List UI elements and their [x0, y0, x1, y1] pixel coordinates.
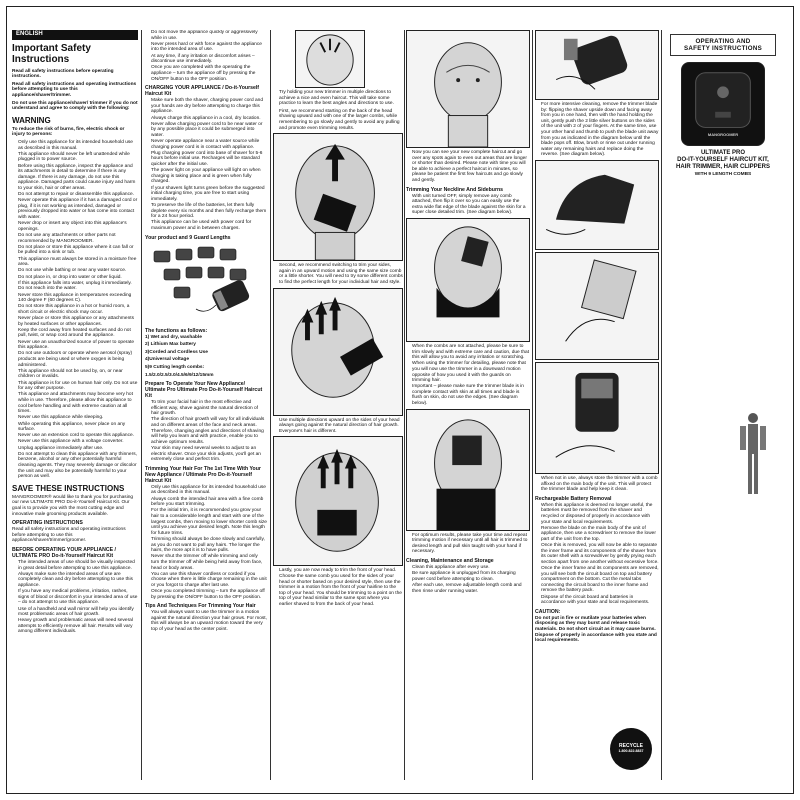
- list-item: • Clean this appliance after every use.: [412, 565, 530, 571]
- recycle-label: RECYCLE: [619, 743, 643, 749]
- finished-haircut-image: [406, 30, 530, 148]
- blade-removal-image: [535, 160, 659, 250]
- first-trim-list: [145, 485, 267, 600]
- list-item: • Once the inner frame and its components are removed, you will see both the circuit board on top and battery compartment on the bottom. Cut the metal tabs connecting the circuit board to the inner frame and remove the battery pack.: [541, 566, 659, 594]
- comb-guards-icon: [145, 243, 267, 325]
- list-item: • Remove the blade on the main body of the unit of appliance, then use a screwdriver to remove the lower part of the unit from the top.: [541, 526, 659, 543]
- list-item: • Only use this appliance for its intended household use as described in this manual.: [18, 140, 138, 151]
- column-divider: [404, 30, 405, 780]
- cover-title-line: OPERATING AND: [695, 38, 751, 45]
- functions-heading: The functions as follows:: [145, 327, 208, 334]
- battery-list: [535, 503, 659, 606]
- head-top-view-icon: [296, 31, 364, 87]
- list-item: • Never operate this appliance if it has a damaged cord or plug, if it is not working as intended, damaged or previously dropped into water or has come into contact with water.: [18, 198, 138, 220]
- list-item: • This appliance and attachments may become very hot while in use. Therefore, please allow this appliance to cool before handling and with extreme caution at all times.: [18, 392, 138, 414]
- before-list: [12, 560, 138, 635]
- storage-list: [535, 476, 659, 493]
- list-item: • Never use an extension cord to operate this appliance.: [18, 433, 138, 439]
- step-list: [273, 568, 403, 607]
- list-item: • Make sure both the shaver, charging power cord and your hands are dry before attempting to charge this appliance.: [151, 98, 267, 115]
- list-item: • First, we recommend starting on the back of the head shaving upward and with one of the larger combs, while remembering to go slowly and gently to avoid any pulling and promote even trimming results.: [279, 109, 403, 131]
- cover-title-line: SAFETY INSTRUCTIONS: [683, 45, 763, 53]
- blade-removal-icon: [536, 161, 658, 249]
- product-heading: Your product and 9 Guard Lengths: [145, 234, 231, 241]
- operating-heading: OPERATING INSTRUCTIONS: [12, 520, 83, 527]
- function-item: 2) Lithium Max battery: [145, 342, 196, 348]
- list-item: • Only use this appliance for its intended household use as described in this manual.: [151, 485, 267, 496]
- prepare-list: [145, 400, 267, 463]
- product-image: [681, 62, 765, 146]
- step-list: [273, 109, 403, 131]
- list-item: • Do not store this appliance in a hot or humid room, a short circuit or electric shock may occur.: [18, 304, 138, 315]
- human-figure-icon: [736, 410, 770, 500]
- back-of-head-image: [273, 133, 403, 261]
- list-item: • To trim your facial hair in the most effective and efficient way, shave against the natural direction of hair growth.: [151, 400, 267, 417]
- list-item: • With unit turned OFF, simply remove any comb attached, then flip it over so you can easily use the extra wide flat edge of the blade against the skin for a super close detailed trim. (See diagram below).: [412, 194, 530, 216]
- list-item: • Keep the cord away from heated surfaces and do not pull, twist, or wrap cord around the appliance.: [18, 328, 138, 339]
- list-item: • This appliance should never be left unattended while plugged in to power source.: [18, 152, 138, 163]
- list-item: • Never use this appliance while sleeping.: [18, 415, 138, 421]
- list-item: • This appliance should not be used by, on, or near children or invalids.: [18, 369, 138, 380]
- brand-label: MANGROOMER: [707, 131, 739, 137]
- caution-text: Do not put in fire or mutilate your batteries when disposing as they may burst and release toxic materials. Do not short circuit as it may cause burns. Dispose of properly in accordance with you state and local requirements.: [535, 615, 657, 644]
- list-item: • Do not use any attachments or other parts not recommended by MANGROOMER.: [18, 233, 138, 244]
- list-item: • Never place or store this appliance or any attachments by heated surfaces or other appliances.: [18, 316, 138, 327]
- list-item: • Lastly, you are now ready to trim the front of your head. Choose the same comb you used for the sides of your head or shorter based on your desired style, then use the trimmer in a motion from the front of your hairline to the top of your head. You should be trimming to a point on the top of your head similar to the same spot where you earlier shaved to from the back of your head.: [279, 568, 403, 607]
- column-divider: [270, 30, 271, 780]
- blade-storage-icon: [536, 253, 658, 359]
- intro-text: Read all safety instructions before operating instructions.: [12, 68, 114, 80]
- list-item: • Always make sure the intended areas of use are completely clean and dry before attempting to use this appliance.: [18, 572, 138, 589]
- list-item: • At any time, if any irritation or discomfort arises – discontinue use immediately.: [151, 54, 267, 65]
- neckline-trim-icon: [407, 219, 529, 341]
- list-item: • Before using this appliance, inspect the appliance and its attachments in detail to determine if there is any damage. If there is any damage, do not use this appliance. Damaged parts could cause injury and harm to your skin, hair or other areas.: [18, 164, 138, 192]
- save-heading: SAVE THESE INSTRUCTIONS: [12, 483, 125, 493]
- product-title-line: WITH 9 LENGTH COMBS: [694, 172, 752, 178]
- warning-heading: WARNING: [12, 115, 51, 125]
- neckline-list: [406, 194, 530, 216]
- sideburn-trim-icon: [407, 410, 529, 530]
- list-item: • Second, we recommend switching to trim your sides, again in an upward motion and using the same size comb or a little shorter. You will need to try some different combs to find the perfect length for your individual hair and style.: [279, 263, 403, 285]
- list-item: • Trimming should always be done slowly and carefully, as you do not want to pull any hairs. The longer the hairs, the more apt it is to have pulls.: [151, 537, 267, 554]
- cleaning-list: [406, 565, 530, 594]
- list-item: • Always comb the intended hair area with a fine comb before you start trimming.: [151, 497, 267, 508]
- recycle-badge: [610, 728, 652, 770]
- sideburn-image: [406, 409, 530, 531]
- list-item: • This appliance can be used with power cord for maximum power and in between charges.: [151, 220, 267, 231]
- list-item: • When the combs are not attached, please be sure to trim slowly and with extreme care and caution, due that this will allow you to avoid any irritation or scratching.: [412, 344, 530, 361]
- warning-subtext: To reduce the risk of burns, fire, electric shock or injury to persons:: [12, 126, 125, 138]
- tips-heading: Tips And Techniques For Trimming Your Hair: [145, 603, 256, 610]
- list-item: • Never use this appliance with a voltage converter.: [18, 439, 138, 445]
- function-item: 5)9 Cutting length combs:: [145, 364, 205, 370]
- list-item: • Never shut the trimmer off while trimming and only turn the trimmer off while being held away from face, head or body areas.: [151, 554, 267, 571]
- list-item: • Heavy growth and problematic areas will need several attempts to efficiently remove all hair. Results will vary among different individuals.: [18, 618, 138, 635]
- list-item: • The direction of hair growth will vary for all individuals and on different areas of the face and neck areas. Therefore, changing angles and directions of shaving will help you learn and with practice, enable you to achieve optimum results.: [151, 417, 267, 445]
- list-item: • When using the trimmer for detailing, please note that you will now use the trimmer in a downward motion opposite of how you used it with the guards on trimming hair.: [412, 361, 530, 383]
- guards-image: [145, 243, 267, 325]
- list-item: • This appliance is for use on human hair only. Do not use for any other purpose.: [18, 381, 138, 392]
- product-title: [664, 150, 782, 178]
- list-item: • Once this is removed, you will now be able to separate the inner frame and its components of the shaver from its outer shell with a screwdriver by gently prying each section apart from one another without excessive force.: [541, 543, 659, 565]
- list-item: • When not in use, always store the trimmer with a comb affixed on the main body of the unit. This will protect the trimmer blade and help keep it clean.: [541, 476, 659, 493]
- list-item: • Use multiple directions upward on the sides of your head always going against the natural direction of hair growth. Everyone's hair is different.: [279, 418, 403, 435]
- list-item: • The intended areas of use should be visually inspected in great detail before attempting to use this appliance.: [18, 560, 138, 571]
- column-divider: [661, 30, 662, 780]
- usage-list: [145, 30, 267, 82]
- list-item: • After each use, remove adjustable length comb and then rinse under running water.: [412, 583, 530, 594]
- list-item: • While operating this appliance, never place on any surface.: [18, 422, 138, 433]
- list-item: • This appliance must always be stored in a moisture free area.: [18, 257, 138, 268]
- column-charging: [145, 30, 267, 770]
- product-title-line: HAIR TRIMMER, HAIR CLIPPERS: [675, 164, 770, 171]
- step-list: [273, 90, 403, 107]
- comb-storage-icon: [536, 363, 658, 473]
- list-item: • For the initial trim, it is recommended you grow your hair to a considerable length and start with one of the largest combs, then moving to lower shorter comb size until you achieve your desired length. Note this length for future trims.: [151, 508, 267, 536]
- step-list: [273, 418, 403, 435]
- column-maintenance: [535, 30, 659, 770]
- list-item: • Do not move the appliance quickly or aggressively while in use.: [151, 30, 267, 41]
- caution-heading: CAUTION:: [535, 608, 561, 615]
- column-safety: [12, 30, 138, 770]
- list-item: • Be sure appliance is unplugged from its charging power cord before attempting to clean.: [412, 571, 530, 582]
- list-item: • For more intensive cleaning, remove the trimmer blade by: flipping the shaver upside down and facing away from you in one hand, then with the hand holding the unit, gently push the 2 little silver buttons on the sides of the unit with 2 of your fingers. At the same time, use your other hand and thumb to push the blade unit away from you as indicated in the diagram below until the blade pops off. Blow, brush or rinse out under running water any remaining hairs and replace doing the reverse. (See diagram below).: [541, 102, 659, 158]
- list-item: • Do not attempt to repair or disassemble this appliance.: [18, 192, 138, 198]
- before-operating-heading: BEFORE OPERATING YOUR APPLIANCE / ULTIMATE PRO Do-it-Yourself Haircut Kit: [12, 546, 116, 559]
- product-title-line: DO-IT-YOURSELF HAIRCUT KIT,: [677, 157, 769, 164]
- list-item: • Do not use while bathing or near any water source.: [18, 268, 138, 274]
- list-item: • You can use this shaver cordless or corded if you choose when there is little charge remaining in the unit or you forgot to charge after last use.: [151, 572, 267, 589]
- list-item: • Never drop or insert any object into this appliance's openings.: [18, 221, 138, 232]
- blade-storage-image: [535, 252, 659, 360]
- tips-list: [145, 610, 267, 632]
- list-item: • Unplug appliance immediately after use.: [18, 446, 138, 452]
- list-item: • Do not attempt to clean this appliance with any thinners, benzene, alcohol or any other potentially harmful cleaning agents. They may severely damage or discolor the unit and may also be potentially harmful to your person as well.: [18, 452, 138, 480]
- cleaning-detail-list: [535, 102, 659, 158]
- safety-list: [12, 140, 138, 480]
- list-item: • If you have any medical problems, irritation, rashes, signs of blood or discomfort in your intended area of use – do not attempt to use this appliance.: [18, 589, 138, 606]
- list-item: • Never press hard or with force against the appliance into the intended area of use.: [151, 42, 267, 53]
- list-item: • Do not place in, or drop into water or other liquid.: [18, 275, 138, 281]
- side-of-head-icon: [274, 289, 402, 415]
- function-item: 1) Wet and dry, washable: [145, 334, 202, 340]
- cover-title-box: [670, 34, 776, 56]
- list-item: • Try holding your new trimmer in multiple directions to achieve a nice and even haircut. This will take some practice to learn the best angles and directions to use.: [279, 90, 403, 107]
- list-item: • To preserve the life of the batteries, let them fully deplete every six months and then fully recharge them for a 24 hour period.: [151, 203, 267, 220]
- list-item: • Never operate appliance near a water source while charging power cord is in contact with appliance.: [151, 139, 267, 150]
- list-item: • Your skin may need several weeks to adjust to an electric shaver. Once your skin adjusts, you'll get an extremely close and perfect trim.: [151, 446, 267, 463]
- list-item: • You will always want to use the trimmer in a motion against the natural direction your hair grows. For most, this will always be an upward motion toward the very top of your head as the center point.: [151, 610, 267, 632]
- first-trim-heading: Trimming Your Hair For The 1st Time With Your New Appliance / Ultimate Pro Do-it-Yourself Haircut Kit: [145, 465, 261, 484]
- thank-you-text: MANGROOMER® would like to thank you for purchasing our new ULTIMATE PRO Do-it-Yourself Haircut Kit. Our goal is to provide you with the most cutting edge and innovative male grooming products available.: [12, 494, 134, 517]
- finished-haircut-icon: [407, 31, 529, 147]
- recycle-phone: 1.800.822.8837: [618, 749, 644, 753]
- clipper-image: [535, 30, 659, 100]
- neckline-heading: Trimming Your Neckline And Sideburns: [406, 186, 504, 193]
- list-item: • When this appliance is deemed no longer useful, the batteries must be removed from the shaver and recycled or disposed of properly in accordance with your state and local requirements.: [541, 503, 659, 525]
- intro-text: Read all safety instructions and operating instructions before attempting to use this appliance/shaver/trimmer.: [12, 81, 137, 98]
- charging-heading: CHARGING YOUR APPLIANCE / Do-it-Yourself Haircut Kit: [145, 85, 260, 98]
- list-item: • The power light on your appliance will light on when charging is taking place and is green when fully charged.: [151, 168, 267, 185]
- list-item: • Important – please make sure the trimmer blade is in complete contact with skin at all times and blade is flush on skin, do not use the edges. (See diagram below).: [412, 384, 530, 406]
- column-finishing: [406, 30, 530, 770]
- charging-list: [145, 98, 267, 231]
- comb-storage-image: [535, 362, 659, 474]
- front-of-head-icon: [274, 437, 402, 565]
- column-divider: [141, 30, 142, 780]
- list-item: • If this appliance falls into water, unplug it immediately. Do not reach into the water.: [18, 281, 138, 292]
- cleaning-heading: Cleaning, Maintenance and Storage: [406, 558, 494, 565]
- list-item: • Do not place or store this appliance where it can fall or be pulled into a sink or tub.: [18, 245, 138, 256]
- list-item: • Always charge this appliance in a cool, dry location.: [151, 116, 267, 122]
- front-of-head-image: [273, 436, 403, 566]
- list-item: • Now you can see your new complete haircut and go over any spots again to even out areas that are longer or shorter than desired. Please note with time you will be able to achieve a perfect haircut in minutes, so please be patient the first few haircuts and go slowly and gently.: [412, 150, 530, 184]
- head-top-image: [295, 30, 365, 88]
- step-list: [406, 150, 530, 184]
- intro-text: Do not use this appliance/shaver/ trimmer if you do not understand and agree to comply with the following:: [12, 100, 138, 112]
- back-of-head-icon: [274, 134, 402, 260]
- operating-text: Read all safety instructions and operating instructions before attempting to use this appliance/shaver/trimmer/groomer.: [12, 527, 126, 544]
- optimum-list: [406, 533, 530, 555]
- neckline-image: [406, 218, 530, 342]
- column-haircut-steps: [273, 30, 403, 770]
- list-item: • Never allow charging power cord to be near water or by any possible place it could be submerged into water.: [151, 122, 267, 139]
- list-item: • Never store this appliance in temperatures exceeding 140 degree F (60 degrees C).: [18, 293, 138, 304]
- clipper-icon: [536, 31, 658, 99]
- list-item: • Plug charging power cord into base of shaver for 5-6 hours before initial use. Recharges will be standard quicker after the initial use.: [151, 151, 267, 168]
- list-item: • Never use an unauthorized source of power to operate this appliance.: [18, 340, 138, 351]
- figure-image: [736, 410, 770, 500]
- list-item: • For optimum results, please take your time and repeat trimming motion if necessary until all hair is trimmed to desired length and pull skin taught with your hand if necessary.: [412, 533, 530, 555]
- product-title-line: ULTIMATE PRO: [700, 150, 746, 157]
- battery-heading: Rechargeable Battery Removal: [535, 495, 612, 502]
- list-item: • Once you completed trimming – turn the appliance off by pressing the ON/OFF button to the OFF position.: [151, 589, 267, 600]
- column-cover: [664, 30, 782, 770]
- prepare-heading: Prepare To Operate Your New Appliance/ Ultimate Pro Ultimate Pro Do-it-Yourself Haircut Kit: [145, 381, 263, 400]
- list-item: • If your shavers light turns green before the suggested initial charging time, you are free to start using immediately.: [151, 186, 267, 203]
- step-list: [273, 263, 403, 285]
- column-divider: [532, 30, 533, 780]
- list-item: • Once you are completed with the operating the appliance – turn the appliance off by pressing the ON/OFF button to the OFF position.: [151, 65, 267, 82]
- list-item: • Do not use outdoors or operate where aerosol (spray) products are being used or where oxygen is being administered.: [18, 351, 138, 368]
- safety-title: Important Safety Instructions: [12, 42, 91, 65]
- detail-list: [406, 344, 530, 407]
- function-item: 3)Corded and Cordless Use: [145, 349, 208, 355]
- function-item: 4)Universal voltage: [145, 357, 189, 363]
- list-item: • Use of a handheld and wall mirror will help you identify most problematic areas of hair growth.: [18, 607, 138, 618]
- list-item: • Dispose of the circuit board and batteries in accordance with your state and local requirements.: [541, 595, 659, 606]
- side-of-head-image: [273, 288, 403, 416]
- language-header: ENGLISH: [12, 30, 138, 40]
- function-item: 1.5/2.0/2.5/3.0/4.5/6/9/12/15mm: [145, 372, 214, 378]
